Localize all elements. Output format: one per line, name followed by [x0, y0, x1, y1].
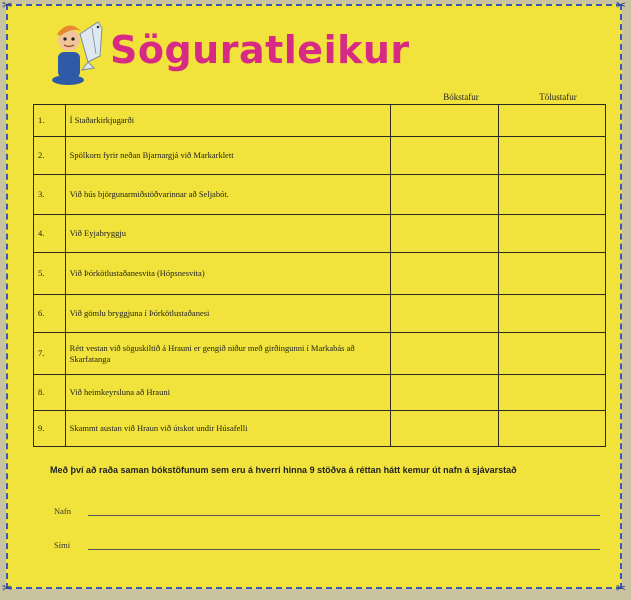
number-answer-box[interactable] [498, 175, 605, 215]
column-header-letter: Bókstafur [443, 92, 479, 102]
instruction-text: Með því að raða saman bókstöfunum sem eru á hverri hinna 9 stöðva á réttan hátt kemur út nafn á sjávarstað [50, 465, 517, 475]
row-number: 4. [34, 215, 66, 253]
scissors-icon: ✂ [1, 0, 13, 12]
name-label: Nafn [54, 506, 71, 516]
letter-answer-box[interactable] [391, 375, 498, 411]
letter-answer-box[interactable] [391, 105, 498, 137]
table-row [34, 375, 606, 411]
row-location: Spölkorn fyrir neðan Bjarnargjá við Markarklett [65, 137, 391, 175]
phone-field[interactable] [88, 549, 600, 550]
row-location: Skammt austan við Hraun við útskot undir Húsafelli [65, 411, 391, 447]
number-answer-box[interactable] [498, 215, 605, 253]
table-row [34, 411, 606, 447]
scissors-icon: ✂ [615, 0, 627, 12]
treasure-hunt-sheet [1, 0, 627, 595]
letter-answer-box[interactable] [391, 411, 498, 447]
row-number: 8. [34, 375, 66, 411]
number-answer-box[interactable] [498, 375, 605, 411]
phone-label: Sími [54, 540, 71, 550]
table-row [34, 295, 606, 333]
row-location: Í Staðarkirkjugarði [65, 105, 391, 137]
number-answer-box[interactable] [498, 253, 605, 295]
fisherman-mascot-logo [48, 16, 106, 86]
letter-answer-box[interactable] [391, 215, 498, 253]
row-number: 5. [34, 253, 66, 295]
letter-answer-box[interactable] [391, 137, 498, 175]
name-field[interactable] [88, 515, 600, 516]
scissors-icon: ✂ [615, 581, 627, 595]
scissors-icon: ✂ [1, 581, 13, 595]
table-row [34, 137, 606, 175]
table-row [34, 215, 606, 253]
page-title: Söguratleikur [110, 28, 410, 72]
table-row [34, 253, 606, 295]
row-number: 9. [34, 411, 66, 447]
letter-answer-box[interactable] [391, 295, 498, 333]
letter-answer-box[interactable] [391, 175, 498, 215]
row-number: 1. [34, 105, 66, 137]
table-row [34, 333, 606, 375]
row-number: 6. [34, 295, 66, 333]
number-answer-box[interactable] [498, 137, 605, 175]
number-answer-box[interactable] [498, 295, 605, 333]
table-row [34, 105, 606, 137]
number-answer-box[interactable] [498, 105, 605, 137]
row-location: Rétt vestan við söguskiltið á Hrauni er gengið niður með girðingunni í Markabás að Skarfatanga [65, 333, 391, 375]
row-number: 2. [34, 137, 66, 175]
column-header-number: Tölustafur [539, 92, 577, 102]
row-location: Við gömlu bryggjuna í Þórkötlustaðanesi [65, 295, 391, 333]
stations-table [33, 104, 606, 447]
row-location: Við Þórkötlustaðanesvita (Hópsnesvita) [65, 253, 391, 295]
row-location: Við hús björgunarmiðstöðvarinnar að Seljabót. [65, 175, 391, 215]
row-location: Við heimkeyrsluna að Hrauni [65, 375, 391, 411]
letter-answer-box[interactable] [391, 253, 498, 295]
row-location: Við Eyjabryggju [65, 215, 391, 253]
row-number: 7. [34, 333, 66, 375]
number-answer-box[interactable] [498, 333, 605, 375]
letter-answer-box[interactable] [391, 333, 498, 375]
table-row [34, 175, 606, 215]
number-answer-box[interactable] [498, 411, 605, 447]
row-number: 3. [34, 175, 66, 215]
